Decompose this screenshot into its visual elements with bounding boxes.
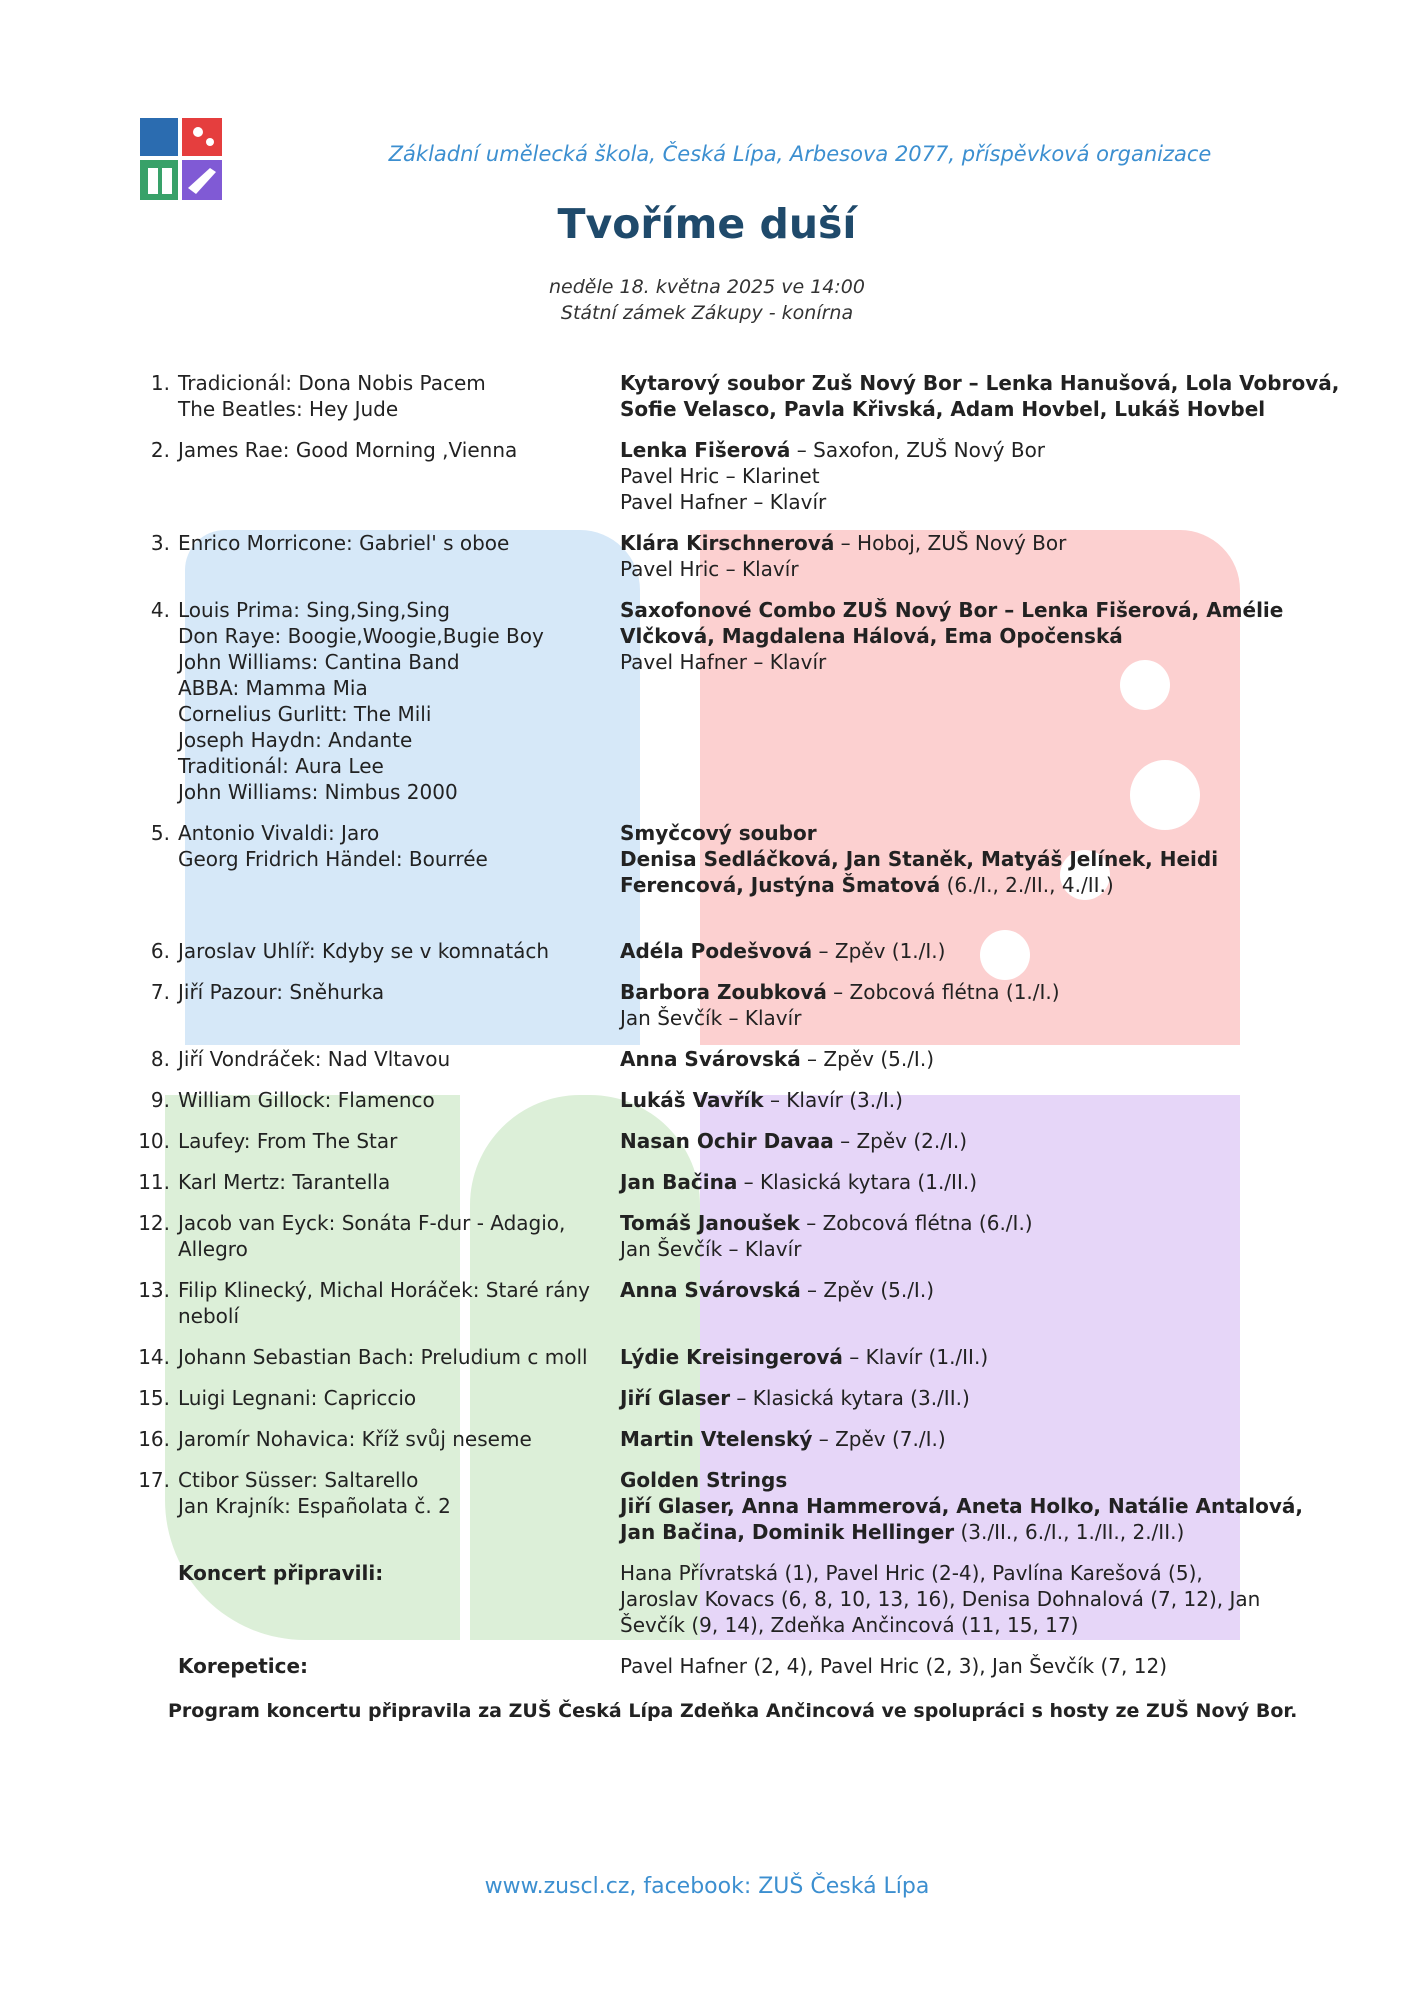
program-item	[130, 1467, 1304, 1545]
item-number: 11.	[138, 1170, 170, 1194]
performer-line	[620, 463, 1290, 489]
performer-line	[620, 556, 1290, 582]
performer-name: Kytarový soubor Zuš Nový Bor – Lenka Hanušová, Lola Vobrová,	[620, 371, 1340, 395]
performer-name: Lukáš Vavřík	[620, 1088, 764, 1112]
item-pieces	[178, 1344, 620, 1370]
item-performers	[620, 370, 1339, 422]
program-item	[130, 1277, 1290, 1329]
performer-line	[620, 1128, 1290, 1154]
credits-line: Ševčík (9, 14), Zdeňka Ančincová (11, 15, 17)	[620, 1613, 1079, 1637]
piece-line: Jan Krajník: Españolata č. 2	[178, 1494, 451, 1518]
piece-line: Enrico Morricone: Gabriel' s oboe	[178, 531, 510, 555]
piece-line: Allegro	[178, 1237, 248, 1261]
credits-names	[620, 1653, 1290, 1679]
piece-line: Filip Klinecký, Michal Horáček: Staré rány	[178, 1278, 591, 1302]
performer-name: Sofie Velasco, Pavla Křivská, Adam Hovbel, Lukáš Hovbel	[620, 397, 1266, 421]
performer-line	[620, 489, 1290, 515]
performer-line	[620, 1169, 1290, 1195]
performer-detail: – Klavír (3./I.)	[763, 1088, 903, 1112]
item-number: 7.	[150, 980, 170, 1004]
item-performers	[620, 1344, 1290, 1370]
piece-line: The Beatles: Hey Jude	[178, 397, 399, 421]
item-performers	[620, 979, 1290, 1031]
performer-line	[620, 1519, 1303, 1545]
piece-line: John Williams: Cantina Band	[178, 650, 460, 674]
credits-label: Korepetice:	[178, 1654, 309, 1678]
credits-label: Koncert připravili:	[178, 1561, 384, 1585]
performer-name: Jan Bačina, Dominik Hellinger	[620, 1520, 955, 1544]
performer-name: Jan Bačina	[620, 1170, 738, 1194]
piece-line: Ctibor Süsser: Saltarello	[178, 1468, 419, 1492]
performer-name: Saxofonové Combo ZUŠ Nový Bor – Lenka Fišerová, Amélie	[620, 598, 1284, 622]
item-number: 9.	[150, 1088, 170, 1112]
piece-line: Traditionál: Aura Lee	[178, 754, 384, 778]
piece-line: Cornelius Gurlitt: The Mili	[178, 702, 432, 726]
performer-line	[620, 1046, 1290, 1072]
piece-line: ABBA: Mamma Mia	[178, 676, 368, 700]
piece-line: nebolí	[178, 1304, 240, 1328]
performer-line	[620, 396, 1339, 422]
school-logo	[140, 118, 222, 200]
item-number: 3.	[150, 531, 170, 555]
performer-detail: – Hoboj, ZUŠ Nový Bor	[834, 531, 1067, 555]
performer-name: Tomáš Janoušek	[620, 1211, 800, 1235]
performer-detail: Pavel Hric – Klavír	[620, 557, 799, 581]
program-item	[130, 437, 1290, 515]
piece-line: Luigi Legnani: Capriccio	[178, 1386, 417, 1410]
program-item	[130, 1385, 1290, 1411]
program-item	[130, 530, 1290, 582]
performer-detail: – Klavír (1./II.)	[842, 1345, 989, 1369]
performer-name: Lýdie Kreisingerová	[620, 1345, 843, 1369]
program-item	[130, 1046, 1290, 1072]
item-pieces	[178, 979, 620, 1031]
performer-name: Smyčcový soubor	[620, 821, 817, 845]
item-pieces	[178, 1385, 620, 1411]
performer-detail: – Klasická kytara (1./II.)	[737, 1170, 978, 1194]
item-performers	[620, 1087, 1290, 1113]
program-list	[130, 370, 1340, 1694]
item-number: 12.	[138, 1211, 170, 1235]
performer-line	[620, 1493, 1303, 1519]
item-performers	[620, 1210, 1290, 1262]
item-number: 8.	[150, 1047, 170, 1071]
performer-detail: – Saxofon, ZUŠ Nový Bor	[790, 438, 1046, 462]
performer-detail: Pavel Hafner – Klavír	[620, 650, 827, 674]
performer-detail: – Zobcová flétna (1./I.)	[826, 980, 1060, 1004]
item-number: 15.	[138, 1386, 170, 1410]
item-number: 13.	[138, 1278, 170, 1302]
performer-line	[620, 1277, 1290, 1303]
item-performers	[620, 437, 1290, 515]
performer-name: Martin Vtelenský	[620, 1427, 813, 1451]
performer-name: Golden Strings	[620, 1468, 788, 1492]
piece-line: Joseph Haydn: Andante	[178, 728, 413, 752]
performer-line	[620, 649, 1290, 675]
item-number: 17.	[138, 1468, 170, 1492]
performer-detail: (3./II., 6./I., 1./II., 2./II.)	[954, 1520, 1185, 1544]
performer-name: Barbora Zoubková	[620, 980, 827, 1004]
item-number: 4.	[150, 598, 170, 622]
footer-note: Program koncertu připravila za ZUŠ Česká Lípa Zdeňka Ančincová ve spolupráci s hosty ze ZUŠ Nový Bor.	[168, 1700, 1298, 1722]
piece-line: James Rae: Good Morning ,Vienna	[178, 438, 518, 462]
program-item	[130, 597, 1290, 805]
item-number: 5.	[150, 821, 170, 845]
item-performers	[620, 597, 1290, 805]
item-performers	[620, 1385, 1290, 1411]
performer-name: Ferencová, Justýna Šmatová	[620, 873, 941, 897]
piece-line: Jacob van Eyck: Sonáta F-dur - Adagio,	[178, 1211, 566, 1235]
piece-line: Louis Prima: Sing,Sing,Sing	[178, 598, 450, 622]
item-performers	[620, 1046, 1290, 1072]
performer-line	[620, 1005, 1290, 1031]
credits-row	[130, 1653, 1290, 1679]
performer-line	[620, 820, 1290, 846]
program-item	[130, 1169, 1290, 1195]
performer-name: Jiří Glaser, Anna Hammerová, Aneta Holko, Natálie Antalová,	[620, 1494, 1304, 1518]
item-number: 2.	[150, 438, 170, 462]
credits-line: Hana Přívratská (1), Pavel Hric (2-4), Pavlína Karešová (5),	[620, 1561, 1203, 1585]
performer-name: Vlčková, Magdalena Hálová, Ema Opočenská	[620, 624, 1123, 648]
item-performers	[620, 1128, 1290, 1154]
performer-line	[620, 979, 1290, 1005]
program-item	[130, 1210, 1290, 1262]
performer-detail: – Zpěv (1./I.)	[812, 939, 946, 963]
performer-name: Lenka Fišerová	[620, 438, 791, 462]
item-pieces	[178, 820, 620, 898]
performer-detail: – Zpěv (5./I.)	[800, 1278, 934, 1302]
performer-line	[620, 846, 1290, 872]
item-pieces	[178, 597, 620, 805]
program-item	[130, 370, 1340, 422]
credits-names	[620, 1560, 1290, 1638]
item-performers	[620, 938, 1290, 964]
item-number: 14.	[138, 1345, 170, 1369]
item-pieces	[178, 1467, 620, 1545]
credits-spacer	[130, 1560, 178, 1638]
piece-line: Jiří Pazour: Sněhurka	[178, 980, 385, 1004]
piece-line: Karl Mertz: Tarantella	[178, 1170, 391, 1194]
program-item	[130, 979, 1290, 1031]
item-number: 1.	[150, 371, 170, 395]
performer-detail: – Klasická kytara (3./II.)	[730, 1386, 970, 1410]
performer-line	[620, 623, 1290, 649]
credits-line: Pavel Hafner (2, 4), Pavel Hric (2, 3), Jan Ševčík (7, 12)	[620, 1654, 1167, 1678]
performer-name: Anna Svárovská	[620, 1047, 801, 1071]
performer-detail: – Zobcová flétna (6./I.)	[799, 1211, 1033, 1235]
piece-line: Jaroslav Uhlíř: Kdyby se v komnatách	[178, 939, 550, 963]
item-performers	[620, 1426, 1290, 1452]
item-pieces	[178, 1128, 620, 1154]
program-item	[130, 938, 1290, 964]
credits-row	[130, 1560, 1290, 1638]
page-title: Tvoříme duší	[557, 200, 857, 248]
piece-line: Johann Sebastian Bach: Preludium c moll	[178, 1345, 588, 1369]
piece-line: Jaromír Nohavica: Kříž svůj neseme	[178, 1427, 532, 1451]
piece-line: William Gillock: Flamenco	[178, 1088, 435, 1112]
performer-line	[620, 1236, 1290, 1262]
program-item	[130, 1087, 1290, 1113]
item-number: 16.	[138, 1427, 170, 1451]
performer-name: Klára Kirschnerová	[620, 531, 835, 555]
performer-line	[620, 530, 1290, 556]
item-pieces	[178, 1169, 620, 1195]
performer-detail: – Zpěv (2./I.)	[833, 1129, 968, 1153]
item-pieces	[178, 530, 620, 582]
performer-name: Nasan Ochir Davaa	[620, 1129, 834, 1153]
item-pieces	[178, 1277, 620, 1329]
performer-line	[620, 872, 1290, 898]
item-performers	[620, 1169, 1290, 1195]
piece-line: John Williams: Nimbus 2000	[178, 780, 458, 804]
performer-line	[620, 1426, 1290, 1452]
event-date: neděle 18. května 2025 ve 14:00	[549, 276, 865, 298]
performer-line	[620, 1087, 1290, 1113]
item-pieces	[178, 1210, 620, 1262]
performer-name: Jiří Glaser	[620, 1386, 731, 1410]
item-pieces	[178, 1426, 620, 1452]
performer-line	[620, 437, 1290, 463]
footer-web: www.zuscl.cz, facebook: ZUŠ Česká Lípa	[484, 1874, 930, 1899]
credits-spacer	[130, 1653, 178, 1679]
item-performers	[620, 1277, 1290, 1329]
piece-line: Laufey: From The Star	[178, 1129, 398, 1153]
item-number: 10.	[138, 1129, 170, 1153]
piece-line: Antonio Vivaldi: Jaro	[178, 821, 380, 845]
item-pieces	[178, 370, 620, 422]
item-number: 6.	[150, 939, 170, 963]
performer-name: Anna Svárovská	[620, 1278, 801, 1302]
performer-detail: Jan Ševčík – Klavír	[620, 1237, 802, 1261]
piece-line: Don Raye: Boogie,Woogie,Bugie Boy	[178, 624, 544, 648]
item-performers	[620, 530, 1290, 582]
program-item	[130, 1426, 1290, 1452]
item-pieces	[178, 1087, 620, 1113]
organization-name: Základní umělecká škola, Česká Lípa, Arbesova 2077, příspěvková organizace	[388, 142, 1212, 166]
performer-detail: Pavel Hric – Klarinet	[620, 464, 820, 488]
performer-line	[620, 938, 1290, 964]
item-pieces	[178, 938, 620, 964]
performer-detail: Jan Ševčík – Klavír	[620, 1006, 802, 1030]
item-pieces	[178, 437, 620, 515]
performer-line	[620, 1467, 1303, 1493]
item-performers	[620, 820, 1290, 898]
performer-detail: – Zpěv (5./I.)	[800, 1047, 934, 1071]
piece-line: Georg Fridrich Händel: Bourrée	[178, 847, 488, 871]
piece-line: Jiří Vondráček: Nad Vltavou	[178, 1047, 451, 1071]
event-place: Státní zámek Zákupy - konírna	[560, 302, 854, 324]
performer-line	[620, 597, 1290, 623]
performer-name: Denisa Sedláčková, Jan Staněk, Matyáš Jelínek, Heidi	[620, 847, 1219, 871]
performer-line	[620, 370, 1339, 396]
piece-line: Tradicionál: Dona Nobis Pacem	[178, 371, 486, 395]
performer-detail: – Zpěv (7./I.)	[812, 1427, 946, 1451]
program-item	[130, 1344, 1290, 1370]
performer-detail: (6./I., 2./II., 4./II.)	[940, 873, 1114, 897]
performer-name: Adéla Podešvová	[620, 939, 813, 963]
program-item	[130, 820, 1290, 898]
performer-detail: Pavel Hafner – Klavír	[620, 490, 827, 514]
performer-line	[620, 1210, 1290, 1236]
item-performers	[620, 1467, 1303, 1545]
item-pieces	[178, 1046, 620, 1072]
credits-line: Jaroslav Kovacs (6, 8, 10, 13, 16), Denisa Dohnalová (7, 12), Jan	[620, 1587, 1261, 1611]
performer-line	[620, 1344, 1290, 1370]
performer-line	[620, 1385, 1290, 1411]
program-item	[130, 1128, 1290, 1154]
